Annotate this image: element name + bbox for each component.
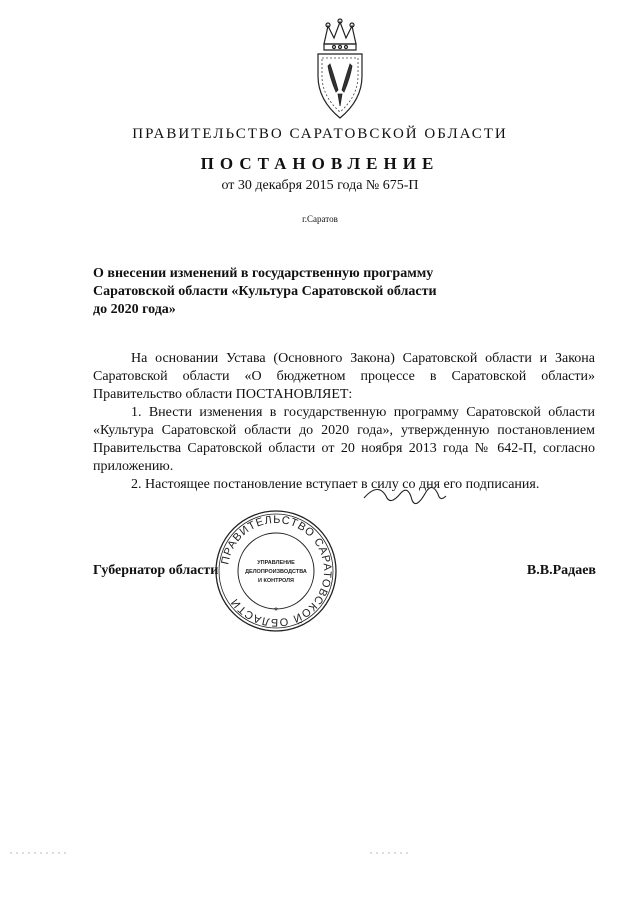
document-type-title: ПОСТАНОВЛЕНИЕ	[200, 154, 440, 173]
document-body	[93, 350, 595, 494]
document-city: г.Саратов	[302, 214, 338, 224]
signatory-title: Губернатор области	[93, 563, 219, 578]
svg-text:ДЕЛОПРОИЗВОДСТВА: ДЕЛОПРОИЗВОДСТВА	[245, 569, 307, 575]
svg-text:УПРАВЛЕНИЕ: УПРАВЛЕНИЕ	[257, 560, 295, 566]
svg-text:*: *	[274, 606, 278, 617]
svg-text:ПРАВИТЕЛЬСТВО САРАТОВСКОЙ ОБЛА: ПРАВИТЕЛЬСТВО САРАТОВСКОЙ ОБЛАСТИ	[219, 513, 334, 629]
document-date-number: от 30 декабря 2015 года № 675-П	[221, 178, 419, 193]
handwritten-signature	[360, 476, 450, 516]
document-subject	[93, 265, 513, 319]
body-paragraph: 2. Настоящее постановление вступает в силу со дня его подписания.	[131, 477, 540, 492]
coat-of-arms-emblem	[300, 14, 380, 124]
subject-line: О внесении изменений в государственную программу	[93, 266, 434, 281]
body-paragraph: 1. Внести изменения в государственную программу Саратовской области «Культура Саратовской области до 2020 года», утвержденную постановлением Правительства Саратовской области от 20 ноября 2013 года № 642-П, согласно приложению.	[93, 405, 595, 474]
scan-artifact-dashes	[0, 848, 640, 858]
official-stamp	[213, 508, 339, 634]
signatory-name: В.В.Радаев	[526, 563, 596, 578]
svg-text:И КОНТРОЛЯ: И КОНТРОЛЯ	[258, 578, 294, 584]
subject-line: Саратовской области «Культура Саратовской области	[93, 284, 437, 299]
body-paragraph: На основании Устава (Основного Закона) Саратовской области и Закона Саратовской области «О бюджетном процессе в Саратовской области» Правительство области ПОСТАНОВЛЯЕТ:	[93, 351, 595, 402]
issuing-authority: ПРАВИТЕЛЬСТВО САРАТОВСКОЙ ОБЛАСТИ	[132, 126, 508, 142]
subject-line: до 2020 года»	[93, 302, 176, 317]
